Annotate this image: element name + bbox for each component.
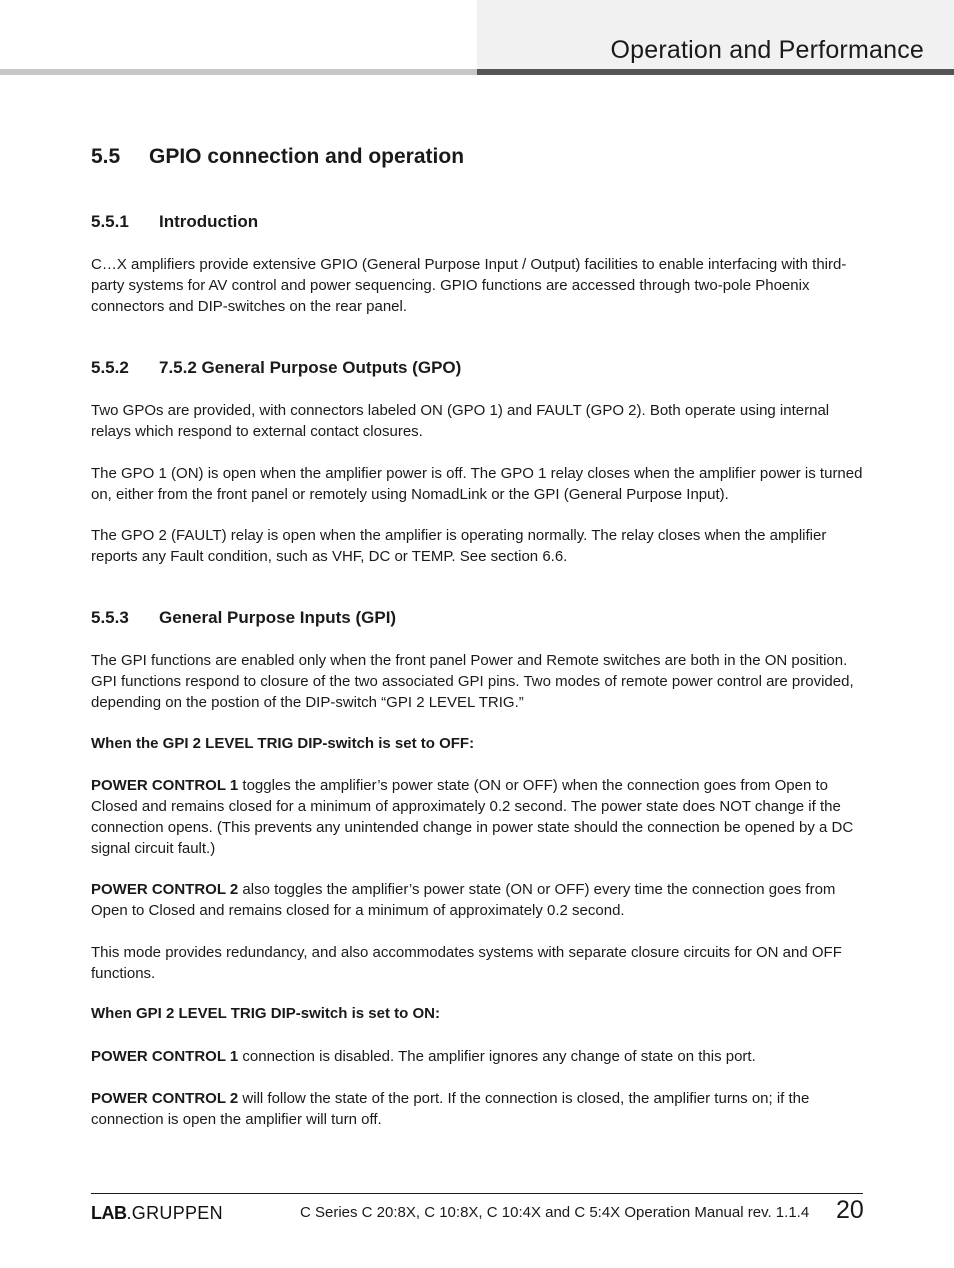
page-number: 20 [836,1196,864,1224]
gpo-paragraph-3: The GPO 2 (FAULT) relay is open when the amplifier is operating normally. The relay closes when the amplifier reports any Fault condition, such as VHF, DC or TEMP. See section 6.6. [91,527,827,565]
footer-manual-title: C Series C 20:8X, C 10:8X, C 10:4X and C 5:4X Operation Manual rev. 1.1.4 [300,1204,810,1221]
section-number: 5.5 [91,145,121,168]
gpo-number: 5.5.2 [91,358,129,377]
footer-rule [91,1193,863,1194]
header-rule-left [0,69,477,75]
section-title: GPIO connection and operation [149,145,465,168]
intro-number: 5.5.1 [91,212,129,231]
power-control-1-label: POWER CONTROL 1 [91,1048,239,1065]
gpi-off-power-control-1 [91,775,863,859]
logo-gruppen: .GRUPPEN [126,1203,223,1223]
power-control-1-text: toggles the amplifier’s power state (ON or OFF) when the connection goes from Open to Closed and remains closed for a minimum of approximately 0.2 second. The power state does NOT change if the connection opens. (This prevents any unintended change in power state should the connection be opened by a DC signal circuit fault.) [91,777,854,857]
gpi-number: 5.5.3 [91,608,129,627]
power-control-1-text: connection is disabled. The amplifier ignores any change of state on this port. [238,1048,756,1065]
gpi-heading [91,608,396,628]
intro-title: Introduction [159,212,259,231]
gpi-paragraph-1: The GPI functions are enabled only when the front panel Power and Remote switches are both in the ON position. GPI functions respond to closure of the two associated GPI pins. Two modes of remote power control are provided, depending on the postion of the DIP-switch “GPI 2 LEVEL TRIG.” [91,652,854,711]
gpi-on-power-control-1 [91,1046,863,1067]
header-rule-right [477,69,954,75]
gpo-paragraph-1: Two GPOs are provided, with connectors labeled ON (GPO 1) and FAULT (GPO 2). Both operate using internal relays which respond to external contact closures. [91,402,830,440]
gpi-off-power-control-2 [91,879,863,921]
power-control-2-text: will follow the state of the port. If the connection is closed, the amplifier turns on; if the connection is open the amplifier will turn off. [91,1090,810,1128]
power-control-1-label: POWER CONTROL 1 [91,777,239,794]
intro-heading [91,212,258,232]
gpi-off-subheading: When the GPI 2 LEVEL TRIG DIP-switch is set to OFF: [91,735,475,752]
intro-paragraph: C…X amplifiers provide extensive GPIO (General Purpose Input / Output) facilities to enable interfacing with third-party systems for AV control and power sequencing. GPIO functions are accessed through two-pole Phoenix connectors and DIP-switches on the rear panel. [91,256,847,315]
page-header-title: Operation and Performance [610,36,924,64]
gpi-on-subheading: When GPI 2 LEVEL TRIG DIP-switch is set to ON: [91,1005,440,1022]
power-control-2-text: also toggles the amplifier’s power state (ON or OFF) every time the connection goes from Open to Closed and remains closed for a minimum of approximately 0.2 second. [91,881,836,919]
gpi-off-mode-note: This mode provides redundancy, and also accommodates systems with separate closure circuits for ON and OFF functions. [91,944,842,982]
gpi-title: General Purpose Inputs (GPI) [159,608,397,627]
gpo-title: 7.5.2 General Purpose Outputs (GPO) [159,358,462,377]
gpo-paragraph-2: The GPO 1 (ON) is open when the amplifier power is off. The GPO 1 relay closes when the amplifier power is turned on, either from the front panel or remotely using NomadLink or the GPI (General Purpose Input). [91,465,863,503]
logo-lab: LAB [91,1203,127,1223]
gpo-heading [91,358,461,378]
section-heading [91,145,464,169]
power-control-2-label: POWER CONTROL 2 [91,1090,239,1107]
lab-gruppen-logo [91,1203,223,1224]
power-control-2-label: POWER CONTROL 2 [91,881,239,898]
gpi-on-power-control-2 [91,1088,863,1130]
